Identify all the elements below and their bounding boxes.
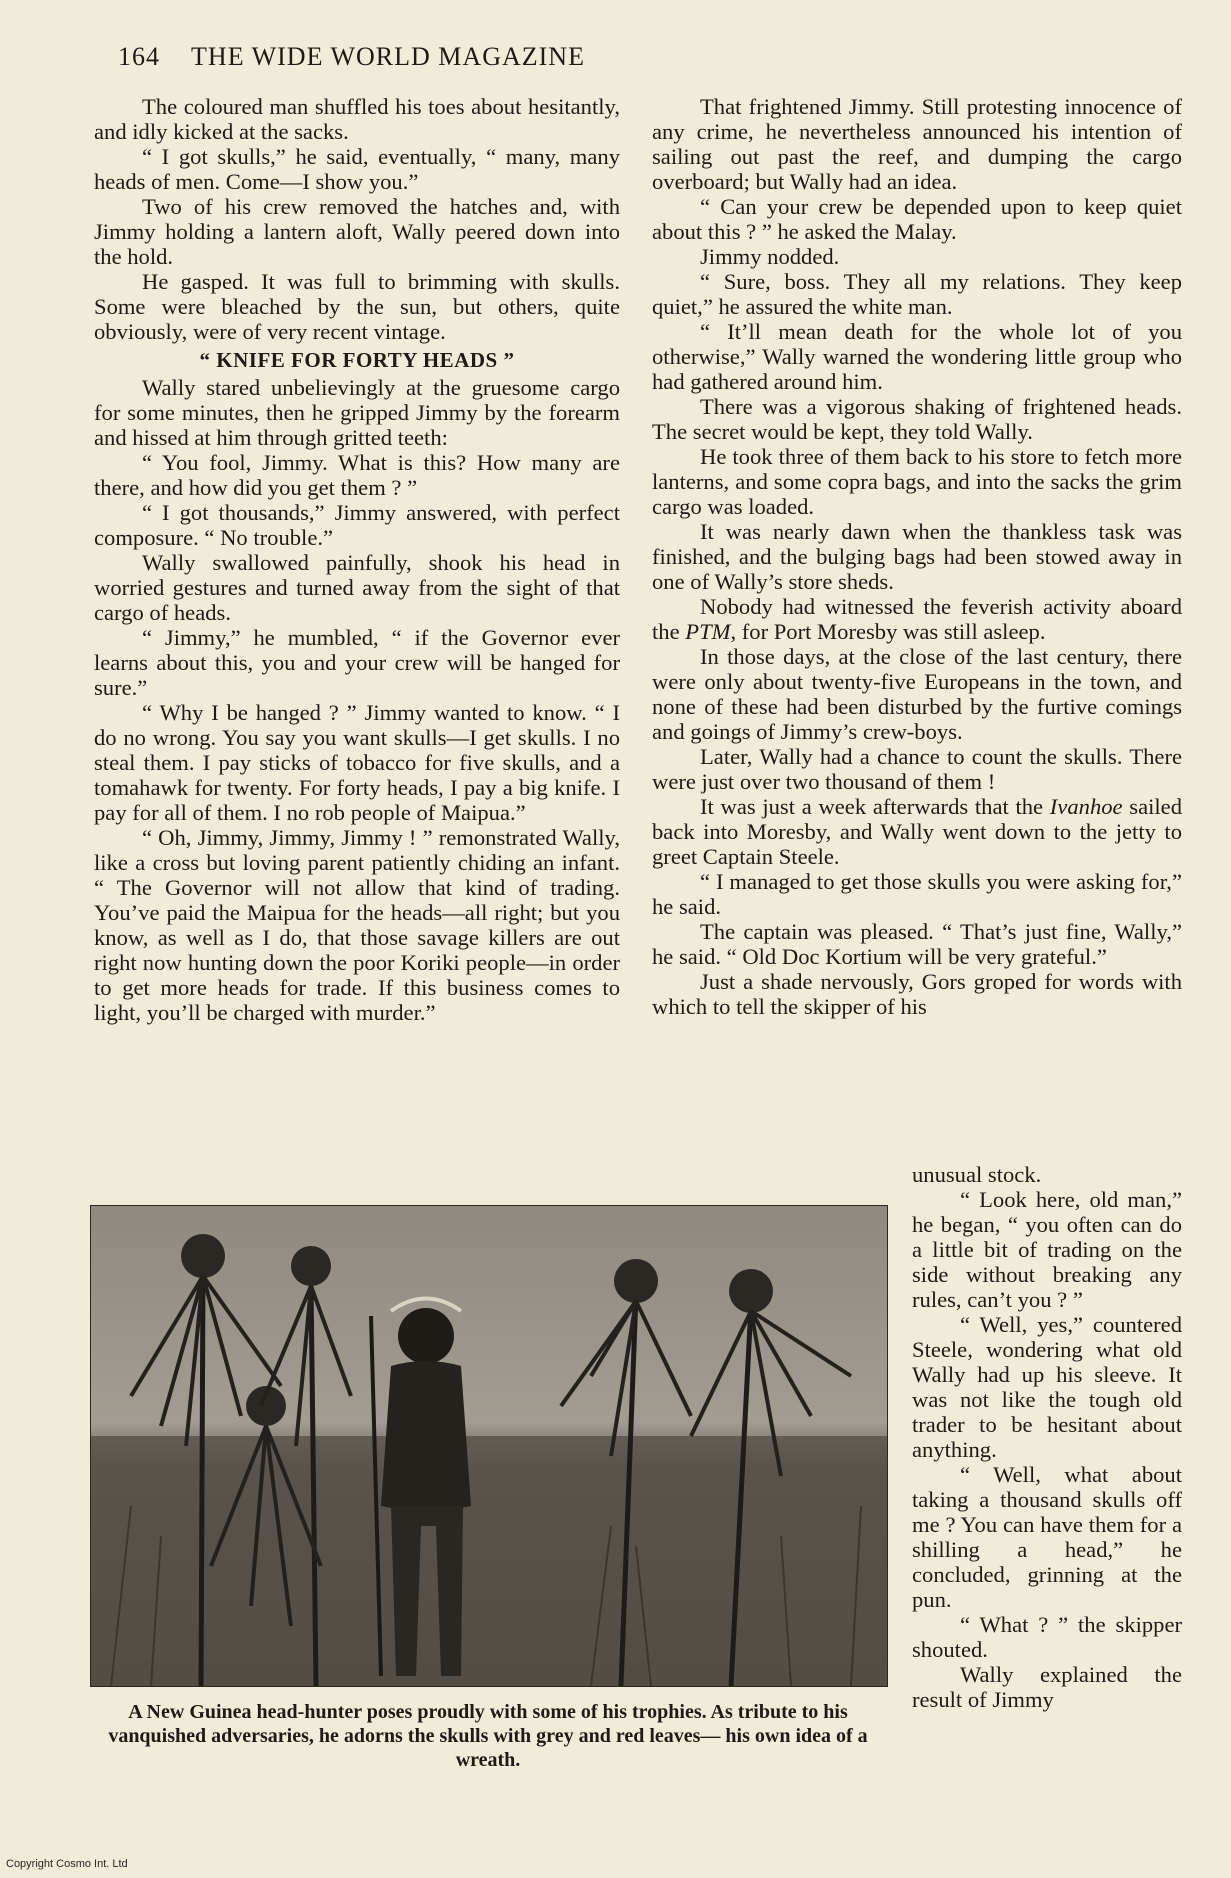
left-text-column: [94, 94, 620, 1025]
text-run: Nobody had witnessed the feverish activity aboard the: [652, 594, 1182, 644]
page-header: [118, 42, 758, 76]
paragraph: The captain was pleased. “ That’s just fine, Wally,” he said. “ Old Doc Kortium will be very grateful.”: [652, 919, 1182, 969]
paragraph: “ I got skulls,” he said, eventually, “ many, many heads of men. Come—I show you.”: [94, 144, 620, 194]
paragraph: Wally swallowed painfully, shook his head in worried gestures and turned away from the sight of that cargo of heads.: [94, 550, 620, 625]
paragraph: “ You fool, Jimmy. What is this? How many are there, and how did you get them ? ”: [94, 450, 620, 500]
paragraph: Just a shade nervously, Gors groped for words with which to tell the skipper of his: [652, 969, 1182, 1019]
paragraph: He gasped. It was full to brimming with skulls. Some were bleached by the sun, but others, quite obviously, were of very recent vintage.: [94, 269, 620, 344]
paragraph: The coloured man shuffled his toes about hesitantly, and idly kicked at the sacks.: [94, 94, 620, 144]
text-run: , for Port Moresby was still asleep.: [730, 619, 1046, 644]
paragraph: unusual stock.: [912, 1162, 1042, 1187]
paragraph: He took three of them back to his store to fetch more lanterns, and some copra bags, and into the sacks the grim cargo was loaded.: [652, 444, 1182, 519]
right-text-column: [652, 94, 1182, 1019]
photo-illustration: [91, 1206, 887, 1686]
paragraph: [652, 594, 1182, 644]
paragraph: “ I got thousands,” Jimmy answered, with perfect composure. “ No trouble.”: [94, 500, 620, 550]
ship-name: PTM: [685, 619, 731, 644]
ship-name: Ivanhoe: [1049, 794, 1123, 819]
copyright-notice: Copyright Cosmo Int. Ltd: [6, 1858, 128, 1870]
paragraph: “ Well, what about taking a thousand skulls off me ? You can have them for a shilling a head,” he concluded, grinning at the pun.: [912, 1462, 1182, 1612]
paragraph: Wally stared unbelievingly at the gruesome cargo for some minutes, then he gripped Jimmy by the forearm and hissed at him through gritted teeth:: [94, 375, 620, 450]
magazine-title: THE WIDE WORLD MAGAZINE: [191, 42, 585, 71]
headhunter-photo: [90, 1205, 888, 1687]
paragraph: “ Oh, Jimmy, Jimmy, Jimmy ! ” remonstrated Wally, like a cross but loving parent patiently chiding an infant. “ The Governor will not allow that kind of trading. You’ve paid the Maipua for the heads—all right; but you know, as well as I do, that those savage killers are out right now hunting down the poor Koriki people—in order to get more heads for trade. If this business comes to light, you’ll be charged with murder.”: [94, 825, 620, 1025]
paragraph: “ Look here, old man,” he began, “ you often can do a little bit of trading on the side without breaking any rules, can’t you ? ”: [912, 1187, 1182, 1312]
paragraph: “ Why I be hanged ? ” Jimmy wanted to know. “ I do no wrong. You say you want skulls—I get skulls. I no steal them. I pay sticks of tobacco for five skulls, and a tomahawk for twenty. For forty heads, I pay a big knife. I pay for all of them. I no rob people of Maipua.”: [94, 700, 620, 825]
section-subheading: “ KNIFE FOR FORTY HEADS ”: [199, 348, 515, 372]
paragraph: “ What ? ” the skipper shouted.: [912, 1612, 1182, 1662]
text-run: It was just a week afterwards that the: [700, 794, 1050, 819]
paragraph: “ Sure, boss. They all my relations. They keep quiet,” he assured the white man.: [652, 269, 1182, 319]
paragraph: “ Jimmy,” he mumbled, “ if the Governor ever learns about this, you and your crew will be hanged for sure.”: [94, 625, 620, 700]
paragraph: [652, 794, 1182, 869]
paragraph: Later, Wally had a chance to count the skulls. There were just over two thousand of them !: [652, 744, 1182, 794]
paragraph: Jimmy nodded.: [700, 244, 840, 269]
paragraph: Two of his crew removed the hatches and, with Jimmy holding a lantern aloft, Wally peered down into the hold.: [94, 194, 620, 269]
paragraph: “ I managed to get those skulls you were asking for,” he said.: [652, 869, 1182, 919]
paragraph: “ Can your crew be depended upon to keep quiet about this ? ” he asked the Malay.: [652, 194, 1182, 244]
paragraph: “ It’ll mean death for the whole lot of you otherwise,” Wally warned the wondering little group who had gathered around him.: [652, 319, 1182, 394]
page-number: 164: [118, 42, 160, 71]
paragraph: Wally explained the result of Jimmy: [912, 1662, 1182, 1712]
paragraph: There was a vigorous shaking of frightened heads. The secret would be kept, they told Wally.: [652, 394, 1182, 444]
paragraph: That frightened Jimmy. Still protesting innocence of any crime, he nevertheless announced his intention of sailing out past the reef, and dumping the cargo overboard; but Wally had an idea.: [652, 94, 1182, 194]
paragraph: It was nearly dawn when the thankless task was finished, and the bulging bags had been stowed away in one of Wally’s store sheds.: [652, 519, 1182, 594]
photo-caption: A New Guinea head-hunter poses proudly with some of his trophies. As tribute to his vanquished adversaries, he adorns the skulls with grey and red leaves— his own idea of a wreath.: [108, 1701, 868, 1771]
paragraph: “ Well, yes,” countered Steele, wondering what old Wally had up his sleeve. It was not like the tough old trader to be hesitant about anything.: [912, 1312, 1182, 1462]
paragraph: In those days, at the close of the last century, there were only about twenty-five Europeans in the town, and none of these had been disturbed by the furtive comings and goings of Jimmy’s crew-boys.: [652, 644, 1182, 744]
text-run: sailed back into Moresby, and Wally went down to the jetty to greet Captain Steele.: [652, 794, 1182, 869]
narrow-text-column: [912, 1162, 1182, 1712]
